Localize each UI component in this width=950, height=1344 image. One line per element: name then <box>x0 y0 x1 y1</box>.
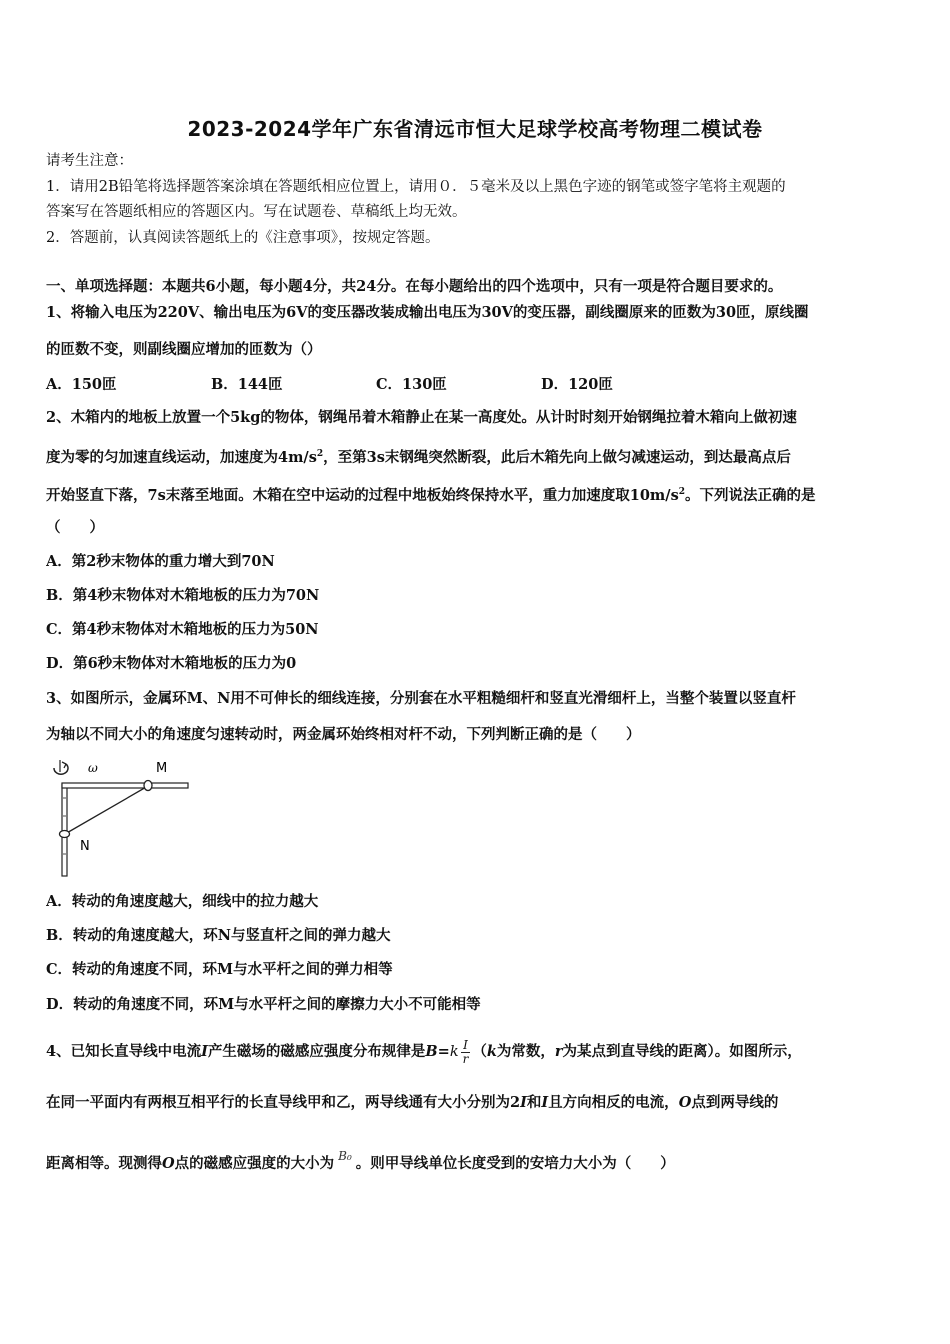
notice-heading: 请考生注意： <box>46 153 133 169</box>
k-over-r-fraction: $\frac{I}{r}$ <box>462 1038 469 1066</box>
rotating-rods-figure <box>50 758 200 878</box>
q2-option-a: A．第2秒末物体的重力增大到70N <box>46 553 275 570</box>
q1-line-1: 1、将输入电压为220V、输出电压为6V的变压器改装成输出电压为30V的变压器，副线圈原来的匝数为30匝，原线圈 <box>46 304 809 321</box>
notice-line-2: 答案写在答题纸相应的答题区内。写在试题卷、草稿纸上均无效。 <box>46 204 467 220</box>
q4-line-1: 4、已知长直导线中电流I产生磁场的磁感应强度分布规律是B=k $\frac{I}{r}$ （k为常数，r为某点到直导线的距离）。如图所示， <box>46 1038 802 1066</box>
notice-line-3: 2．答题前，认真阅读答题纸上的《注意事项》，按规定答题。 <box>46 230 440 246</box>
omega-label: ω <box>88 761 98 775</box>
q2-option-d: D．第6秒末物体对木箱地板的压力为0 <box>46 655 297 672</box>
q3-line-2: 为轴以不同大小的角速度匀速转动时，两金属环始终相对杆不动，下列判断正确的是（ ） <box>46 726 641 743</box>
q4-line-2: 在同一平面内有两根互相平行的长直导线甲和乙，两导线通有大小分别为2I和I且方向相反的电流，O点到两导线的 <box>46 1094 779 1111</box>
q2-option-c: C．第4秒末物体对木箱地板的压力为50N <box>46 621 319 638</box>
q2-paren: （ ） <box>46 519 104 536</box>
label-n: N <box>80 839 90 854</box>
q1-option-b: B．144匝 <box>211 376 283 393</box>
q2-line-3: 开始竖直下落，7s末落至地面。木箱在空中运动的过程中地板始终保持水平，重力加速度取$10m/s^2$。下列说法正确的是 <box>46 486 816 504</box>
q2-line-2: 度为零的匀加速直线运动，加速度为$4m/s^2$，至第3s末钢绳突然断裂，此后木箱先向上做匀减速运动，到达最高点后 <box>46 448 791 466</box>
notice-line-1: 1．请用2B铅笔将选择题答案涂填在答题纸相应位置上，请用０．５毫米及以上黑色字迹的钢笔或签字笔将主观题的 <box>46 179 786 195</box>
q1-option-d: D．120匝 <box>541 376 613 393</box>
connecting-string <box>65 786 148 834</box>
q4-line-3: 距离相等。现测得O点的磁感应强度的大小为 B₀ 。则甲导线单位长度受到的安培力大小为（ ） <box>46 1150 675 1172</box>
q1-option-a: A．150匝 <box>46 376 117 393</box>
page-title: 2023-2024学年广东省清远市恒大足球学校高考物理二模试卷 <box>187 117 763 141</box>
horizontal-rod <box>62 783 188 788</box>
q2-line-1: 2、木箱内的地板上放置一个5kg的物体，钢绳吊着木箱静止在某一高度处。从计时时刻开始钢绳拉着木箱向上做初速 <box>46 409 797 426</box>
q2-option-b: B．第4秒末物体对木箱地板的压力为70N <box>46 587 320 604</box>
q3-option-c: C．转动的角速度不同，环M与水平杆之间的弹力相等 <box>46 961 393 978</box>
q3-option-a: A．转动的角速度越大，细线中的拉力越大 <box>46 893 319 910</box>
q1-options <box>46 373 613 394</box>
section-heading: 一、单项选择题：本题共6小题，每小题4分，共24分。在每小题给出的四个选项中，只有一项是符合题目要求的。 <box>46 278 783 295</box>
q3-option-d: D．转动的角速度不同，环M与水平杆之间的摩擦力大小不可能相等 <box>46 996 481 1013</box>
q3-line-1: 3、如图所示，金属环M、N用不可伸长的细线连接，分别套在水平粗糙细杆和竖直光滑细杆上，当整个装置以竖直杆 <box>46 690 796 707</box>
q1-option-c: C．130匝 <box>376 376 447 393</box>
q1-line-2: 的匝数不变，则副线圈应增加的匝数为（） <box>46 341 322 358</box>
q3-option-b: B．转动的角速度越大，环N与竖直杆之间的弹力越大 <box>46 927 391 944</box>
label-m: M <box>156 761 168 776</box>
ring-n <box>60 831 70 838</box>
ring-m <box>144 781 152 791</box>
